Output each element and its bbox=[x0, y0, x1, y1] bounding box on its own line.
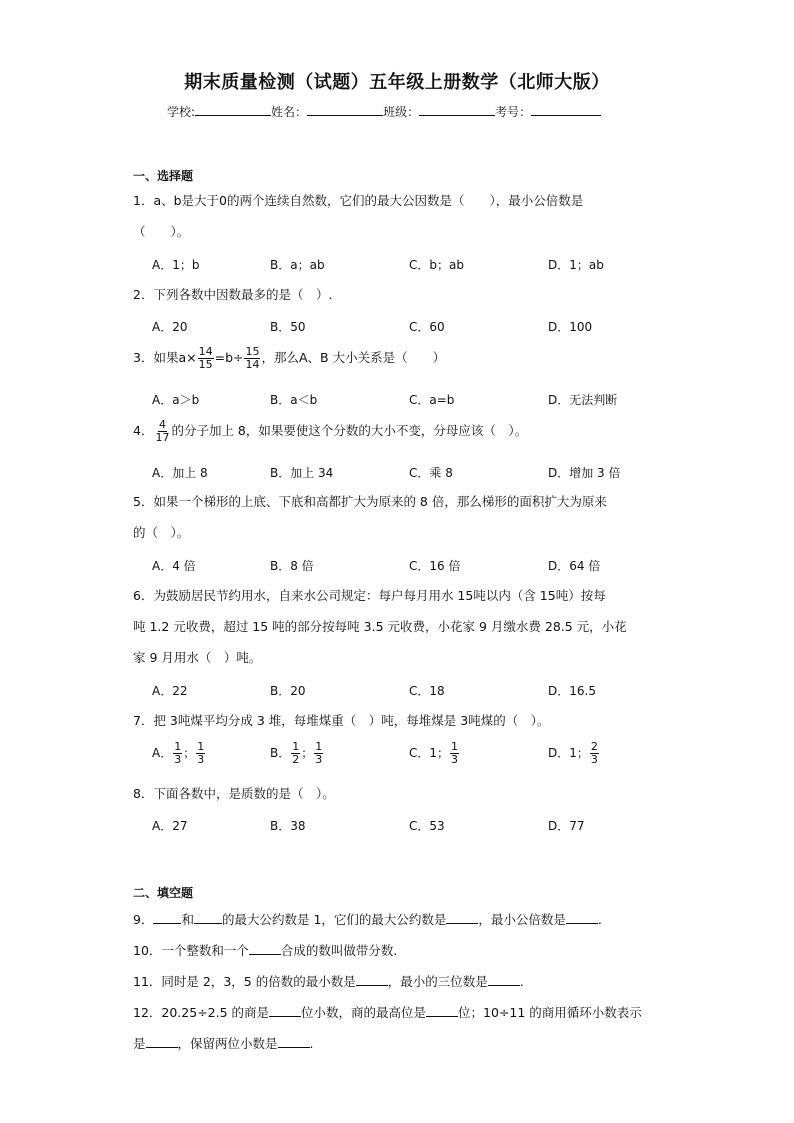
question-6-line-2: 吨 1.2 元收费，超过 15 吨的部分按每吨 3.5 元收费，小花家 9 月缴水费 28.5 元，小花 bbox=[133, 619, 627, 634]
question-1-line-2: （ ）。 bbox=[133, 224, 190, 239]
q5-option-a[interactable]: A．4 倍 bbox=[152, 559, 196, 573]
fraction bbox=[196, 741, 205, 766]
question-6-line-1: 6．为鼓励居民节约用水，自来水公司规定：每户每月用水 15吨以内（含 15吨）按每 bbox=[133, 588, 606, 603]
q8-option-b[interactable]: B．38 bbox=[270, 819, 306, 833]
q5-option-b[interactable]: B．8 倍 bbox=[270, 559, 314, 573]
fraction bbox=[450, 741, 459, 766]
fraction-numerator: 1 bbox=[174, 740, 182, 753]
answer-blank[interactable] bbox=[426, 1004, 458, 1017]
q3-fraction-2 bbox=[244, 346, 260, 371]
q4-option-b[interactable]: B．加上 34 bbox=[270, 466, 334, 480]
q4-fraction bbox=[154, 419, 170, 444]
q7-option-b[interactable] bbox=[270, 741, 324, 766]
answer-blank[interactable] bbox=[146, 1035, 178, 1048]
q4-option-d[interactable]: D．增加 3 倍 bbox=[548, 466, 621, 480]
separator: ； bbox=[183, 746, 196, 760]
fraction bbox=[590, 741, 599, 766]
question-4 bbox=[133, 419, 527, 444]
option-letter: B． bbox=[270, 746, 291, 760]
q7-option-d[interactable] bbox=[548, 741, 600, 766]
section-heading-choice: 一、选择题 bbox=[133, 169, 194, 183]
answer-blank[interactable] bbox=[153, 911, 181, 924]
answer-blank[interactable] bbox=[446, 911, 478, 924]
q3-fraction-1 bbox=[198, 346, 214, 371]
answer-blank[interactable] bbox=[488, 973, 520, 986]
question-9 bbox=[133, 911, 602, 928]
q4-option-c[interactable]: C．乘 8 bbox=[409, 466, 453, 480]
fraction-denominator: 2 bbox=[292, 753, 300, 766]
q11-text: . bbox=[519, 974, 524, 989]
fraction-denominator: 15 bbox=[198, 358, 213, 371]
page-title: 期末质量检测（试题）五年级上册数学（北师大版） bbox=[184, 72, 610, 93]
q2-option-c[interactable]: C．60 bbox=[409, 320, 445, 334]
q3-text-post: ，那么A、B 大小关系是（ ） bbox=[261, 350, 446, 365]
q12-text: . bbox=[309, 1036, 314, 1051]
q6-option-a[interactable]: A．22 bbox=[152, 684, 188, 698]
class-blank[interactable] bbox=[419, 103, 495, 116]
q10-text: 合成的数叫做带分数. bbox=[280, 943, 398, 958]
q10-text: 10．一个整数和一个 bbox=[133, 943, 249, 958]
section-heading-fill: 二、填空题 bbox=[133, 886, 194, 900]
answer-blank[interactable] bbox=[194, 911, 222, 924]
q12-text: ，保留两位小数是 bbox=[177, 1036, 278, 1051]
q6-option-b[interactable]: B．20 bbox=[270, 684, 306, 698]
q8-option-c[interactable]: C．53 bbox=[409, 819, 445, 833]
fraction-denominator: 17 bbox=[155, 431, 170, 444]
q6-option-c[interactable]: C．18 bbox=[409, 684, 445, 698]
q3-option-a[interactable]: A．a＞b bbox=[152, 393, 200, 407]
question-5-line-2: 的（ ）。 bbox=[133, 525, 190, 540]
fraction-denominator: 3 bbox=[451, 753, 459, 766]
question-2: 2．下列各数中因数最多的是（ ）. bbox=[133, 287, 333, 302]
question-8: 8．下面各数中，是质数的是（ ）。 bbox=[133, 786, 335, 801]
fraction-denominator: 3 bbox=[174, 753, 182, 766]
q12-text: 是 bbox=[133, 1036, 146, 1051]
fraction-denominator: 14 bbox=[245, 358, 260, 371]
q7-option-c[interactable] bbox=[409, 741, 460, 766]
class-label: 班级： bbox=[383, 105, 420, 119]
fraction-numerator: 2 bbox=[590, 740, 598, 753]
question-10 bbox=[133, 942, 397, 959]
q12-text: 12．20.25÷2.5 的商是 bbox=[133, 1005, 270, 1020]
name-blank[interactable] bbox=[307, 103, 383, 116]
q1-option-c[interactable]: C．b；ab bbox=[409, 258, 464, 272]
q3-option-d[interactable]: D．无法判断 bbox=[548, 393, 618, 407]
fraction-numerator: 1 bbox=[197, 740, 205, 753]
q9-text: . bbox=[597, 912, 602, 927]
question-5-line-1: 5．如果一个梯形的上底、下底和高都扩大为原来的 8 倍，那么梯形的面积扩大为原来 bbox=[133, 494, 607, 509]
fraction-numerator: 15 bbox=[245, 345, 260, 358]
q9-text: 和 bbox=[181, 912, 194, 927]
option-letter: C．1； bbox=[409, 746, 450, 760]
fraction bbox=[314, 741, 323, 766]
student-info-line bbox=[167, 103, 601, 120]
q9-text: 的最大公约数是 1，它们的最大公约数是 bbox=[221, 912, 447, 927]
option-letter: D．1； bbox=[548, 746, 589, 760]
fraction-numerator: 14 bbox=[198, 345, 213, 358]
q11-text: 11．同时是 2，3，5 的倍数的最小数是 bbox=[133, 974, 356, 989]
fraction-numerator: 1 bbox=[315, 740, 323, 753]
q4-text-post: 的分子加上 8，如果要使这个分数的大小不变，分母应该（ ）。 bbox=[171, 423, 528, 438]
answer-blank[interactable] bbox=[356, 973, 388, 986]
q3-option-b[interactable]: B．a＜b bbox=[270, 393, 318, 407]
q4-option-a[interactable]: A．加上 8 bbox=[152, 466, 208, 480]
name-label: 姓名： bbox=[271, 105, 308, 119]
fraction bbox=[291, 741, 300, 766]
question-12-line-2 bbox=[133, 1035, 314, 1052]
school-blank[interactable] bbox=[195, 103, 271, 116]
fraction-denominator: 3 bbox=[315, 753, 323, 766]
q2-option-b[interactable]: B．50 bbox=[270, 320, 306, 334]
q2-option-a[interactable]: A．20 bbox=[152, 320, 188, 334]
q6-option-d[interactable]: D．16.5 bbox=[548, 684, 596, 698]
q1-option-d[interactable]: D．1；ab bbox=[548, 258, 604, 272]
number-blank[interactable] bbox=[531, 103, 601, 116]
q2-option-d[interactable]: D．100 bbox=[548, 320, 593, 334]
q3-text-mid: =b÷ bbox=[214, 350, 244, 365]
q5-option-c[interactable]: C．16 倍 bbox=[409, 559, 461, 573]
option-letter: A． bbox=[152, 746, 173, 760]
question-7: 7．把 3吨煤平均分成 3 堆，每堆煤重（ ）吨，每堆煤是 3吨煤的（ ）。 bbox=[133, 713, 550, 728]
answer-blank[interactable] bbox=[278, 1035, 310, 1048]
q4-text-pre: 4． bbox=[133, 423, 154, 438]
separator: ； bbox=[301, 746, 314, 760]
answer-blank[interactable] bbox=[269, 1004, 301, 1017]
q5-option-d[interactable]: D．64 倍 bbox=[548, 559, 601, 573]
q11-text: ，最小的三位数是 bbox=[387, 974, 488, 989]
answer-blank[interactable] bbox=[566, 911, 598, 924]
q8-option-a[interactable]: A．27 bbox=[152, 819, 188, 833]
q1-option-b[interactable]: B．a；ab bbox=[270, 258, 325, 272]
q8-option-d[interactable]: D．77 bbox=[548, 819, 585, 833]
question-1-line-1: 1．a、b是大于0的两个连续自然数，它们的最大公因数是（ ），最小公倍数是 bbox=[133, 193, 584, 208]
fraction-numerator: 4 bbox=[158, 418, 166, 431]
fraction-numerator: 1 bbox=[451, 740, 459, 753]
q9-text: ，最小公倍数是 bbox=[478, 912, 566, 927]
q12-text: 位；10÷11 的商用循环小数表示 bbox=[458, 1005, 642, 1020]
question-6-line-3: 家 9 月用水（ ）吨。 bbox=[133, 650, 262, 665]
q3-option-c[interactable]: C．a=b bbox=[409, 393, 455, 407]
q9-text: 9． bbox=[133, 912, 154, 927]
question-3 bbox=[133, 346, 445, 371]
number-label: 考号： bbox=[495, 105, 532, 119]
q1-option-a[interactable]: A．1；b bbox=[152, 258, 200, 272]
fraction-numerator: 1 bbox=[292, 740, 300, 753]
q12-text: 位小数，商的最高位是 bbox=[301, 1005, 427, 1020]
q7-option-a[interactable] bbox=[152, 741, 206, 766]
answer-blank[interactable] bbox=[249, 942, 281, 955]
school-label: 学校: bbox=[167, 105, 196, 119]
question-12-line-1 bbox=[133, 1004, 642, 1021]
fraction bbox=[173, 741, 182, 766]
q3-text-pre: 3．如果a× bbox=[133, 350, 197, 365]
fraction-denominator: 3 bbox=[197, 753, 205, 766]
question-11 bbox=[133, 973, 524, 990]
fraction-denominator: 3 bbox=[590, 753, 598, 766]
